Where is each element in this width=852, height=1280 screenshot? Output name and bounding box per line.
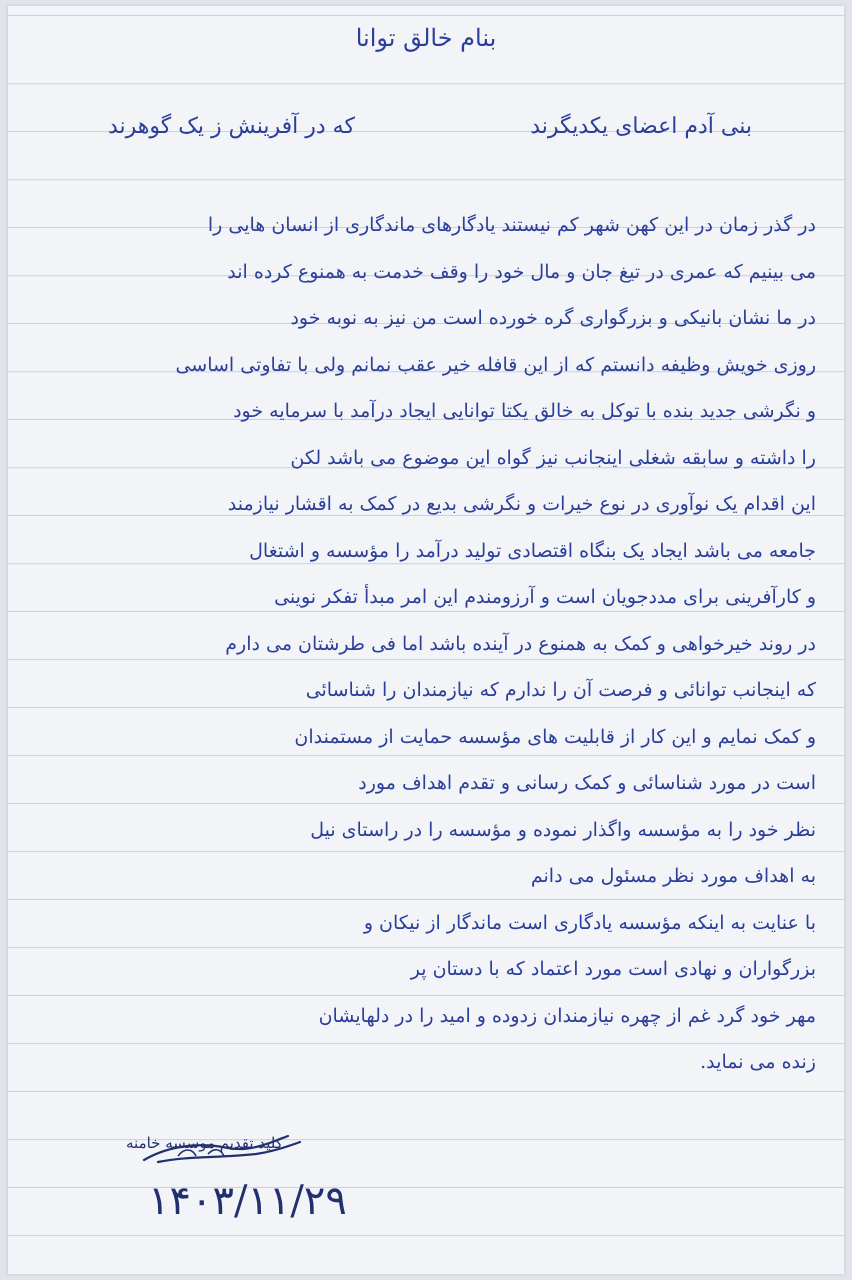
signature-label: کلید تقدیم موسسه خامنه	[126, 1134, 283, 1152]
signature-block	[8, 1126, 347, 1246]
body-line: مهر خود گرد غم از چهره نیازمندان زدوده و امید را در دلهایشان	[318, 1004, 816, 1027]
body-line: که اینجانب توانائی و فرصت آن را ندارم که نیازمندان را شناسائی	[305, 679, 816, 701]
body-line: را داشته و سابقه شغلی اینجانب نیز گواه این موضوع می باشد لکن	[290, 446, 816, 469]
body-line: است در مورد شناسائی و کمک رسانی و تقدم اهداف مورد	[358, 772, 816, 794]
poem-hemistich-2: که در آفرینش ز یک گوهرند	[108, 114, 355, 139]
body-line: در روند خیرخواهی و کمک به همنوع در آینده باشد اما فی طرشتان می دارم	[225, 632, 816, 655]
body-line: و کمک نمایم و این کار از قابلیت های مؤسسه حمایت از مستمندان	[294, 725, 816, 748]
body-line: این اقدام یک نوآوری در نوع خیرات و نگرشی بدیع در کمک به اقشار نیازمند	[227, 493, 816, 515]
letter-heading: بنام خالق توانا	[355, 24, 497, 52]
body-line: به اهداف مورد نظر مسئول می دانم	[530, 865, 816, 887]
body-line: در ما نشان بانیکی و بزرگواری گره خورده است من نیز به نوبه خود	[290, 307, 816, 329]
body-line: بزرگواران و نهادی است مورد اعتماد که با دستان پر	[410, 958, 816, 980]
body-line: در گذر زمان در این کهن شهر کم نیستند یادگارهای ماندگاری از انسان هایی را	[207, 214, 816, 236]
letter-body	[26, 202, 816, 1086]
letter-page	[8, 6, 844, 1274]
body-line: با عنایت به اینکه مؤسسه یادگاری است ماندگار از نیکان و	[363, 911, 816, 934]
body-line: جامعه می باشد ایجاد یک بنگاه اقتصادی تولید درآمد را مؤسسه و اشتغال	[249, 539, 816, 562]
poem-hemistich-1: بنی آدم اعضای یکدیگرند	[530, 114, 752, 139]
body-line: می بینیم که عمری در تیغ جان و مال خود را وقف خدمت به همنوع کرده اند	[227, 260, 816, 283]
body-line: نظر خود را به مؤسسه واگذار نموده و مؤسسه را در راستای نیل	[310, 818, 816, 841]
signature-date: ۱۴۰۳/۱۱/۲۹	[148, 1178, 347, 1224]
body-line: زنده می نماید.	[700, 1051, 816, 1073]
body-line: و نگرشی جدید بنده با توکل به خالق یکتا توانایی ایجاد درآمد با سرمایه خود	[233, 400, 816, 422]
body-line: روزی خویش وظیفه دانستم که از این قافله خیر عقب نمانم ولی با تفاوتی اساسی	[175, 353, 816, 376]
body-line: و کارآفرینی برای مددجویان است و آرزومندم این امر مبدأ تفکر نوینی	[274, 586, 816, 608]
